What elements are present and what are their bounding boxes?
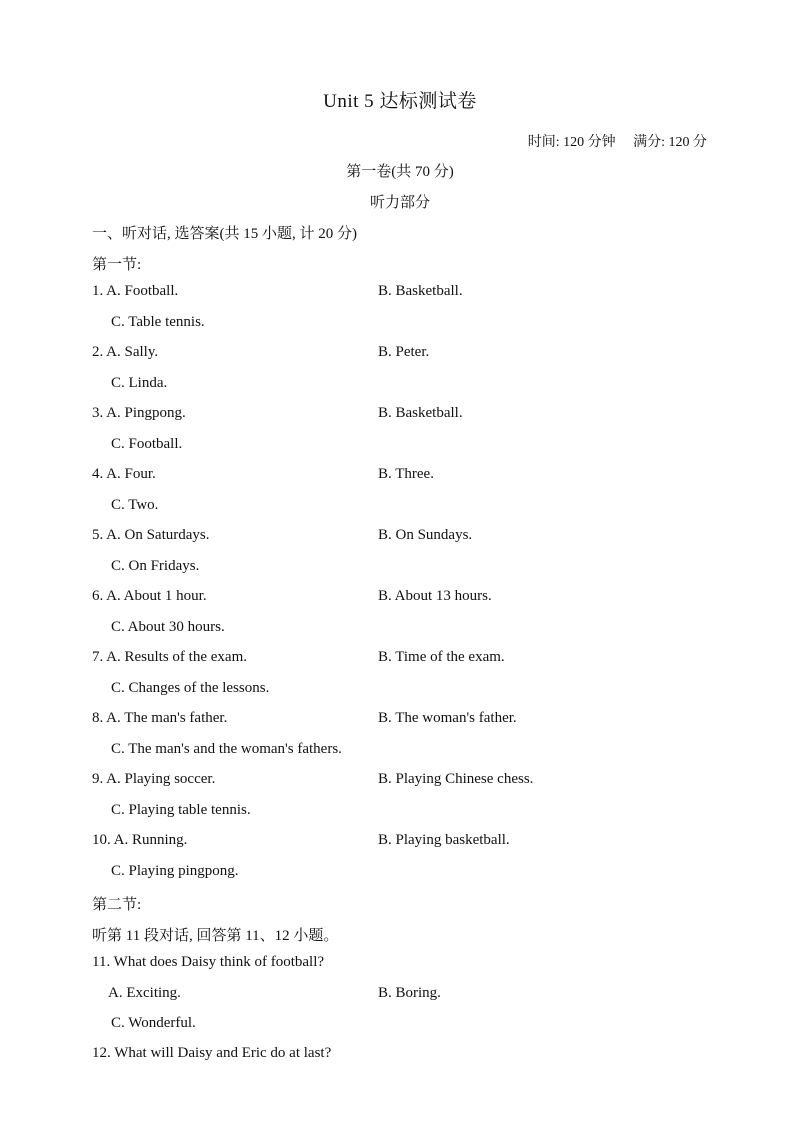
option-b: B. Time of the exam. [378, 649, 505, 665]
option-b: B. Three. [378, 466, 434, 482]
option-b: B. About 13 hours. [378, 588, 492, 604]
page-title: Unit 5 达标测试卷 [323, 91, 477, 112]
part-heading: 第一卷(共 70 分) [346, 164, 454, 180]
option-c: C. Playing pingpong. [111, 863, 239, 879]
question-9 [92, 771, 732, 818]
option-c: C. Changes of the lessons. [111, 680, 270, 696]
option-b: B. Playing Chinese chess. [378, 771, 534, 787]
option-c: C. The man's and the woman's fathers. [111, 741, 342, 757]
full-score: 满分: 120 分 [633, 135, 707, 150]
question-6 [92, 588, 732, 635]
dialogue-instruction: 听第 11 段对话, 回答第 11、12 小题。 [92, 928, 339, 944]
subsection-2-heading: 第二节: [92, 897, 142, 913]
option-a: 1. A. Football. [92, 283, 179, 299]
question-7 [92, 649, 732, 696]
question-1 [92, 283, 732, 330]
subsection-1-heading: 第一节: [92, 257, 142, 273]
option-c: C. Linda. [111, 375, 168, 391]
listening-heading: 听力部分 [369, 195, 430, 211]
option-a: 10. A. Running. [92, 832, 188, 848]
question-12-stem: 12. What will Daisy and Eric do at last? [92, 1045, 332, 1061]
question-4 [92, 466, 732, 513]
question-11-option-b: B. Boring. [378, 985, 441, 1001]
question-10 [92, 832, 732, 879]
question-11-stem: 11. What does Daisy think of football? [92, 954, 325, 970]
option-c: C. On Fridays. [111, 558, 200, 574]
question-11-option-a: A. Exciting. [108, 985, 181, 1001]
option-b: B. Basketball. [378, 405, 463, 421]
option-b: B. Peter. [378, 344, 430, 360]
option-a: 7. A. Results of the exam. [92, 649, 247, 665]
option-a: 6. A. About 1 hour. [92, 588, 207, 604]
option-b: B. Basketball. [378, 283, 463, 299]
option-a: 5. A. On Saturdays. [92, 527, 210, 543]
exam-meta [528, 131, 707, 151]
question-2 [92, 344, 732, 391]
question-11-option-c: C. Wonderful. [111, 1015, 196, 1031]
option-a: 2. A. Sally. [92, 344, 159, 360]
question-5 [92, 527, 732, 574]
option-b: B. Playing basketball. [378, 832, 510, 848]
option-a: 4. A. Four. [92, 466, 156, 482]
option-c: C. Table tennis. [111, 314, 205, 330]
option-c: C. Football. [111, 436, 183, 452]
option-c: C. Two. [111, 497, 159, 513]
question-8 [92, 710, 732, 757]
time-limit: 时间: 120 分钟 [527, 135, 616, 150]
question-3 [92, 405, 732, 452]
option-b: B. The woman's father. [378, 710, 517, 726]
option-a: 3. A. Pingpong. [92, 405, 186, 421]
section-heading: 一、听对话, 选答案(共 15 小题, 计 20 分) [92, 226, 357, 242]
option-c: C. About 30 hours. [111, 619, 225, 635]
option-a: 9. A. Playing soccer. [92, 771, 216, 787]
option-b: B. On Sundays. [378, 527, 473, 543]
option-a: 8. A. The man's father. [92, 710, 228, 726]
option-c: C. Playing table tennis. [111, 802, 251, 818]
